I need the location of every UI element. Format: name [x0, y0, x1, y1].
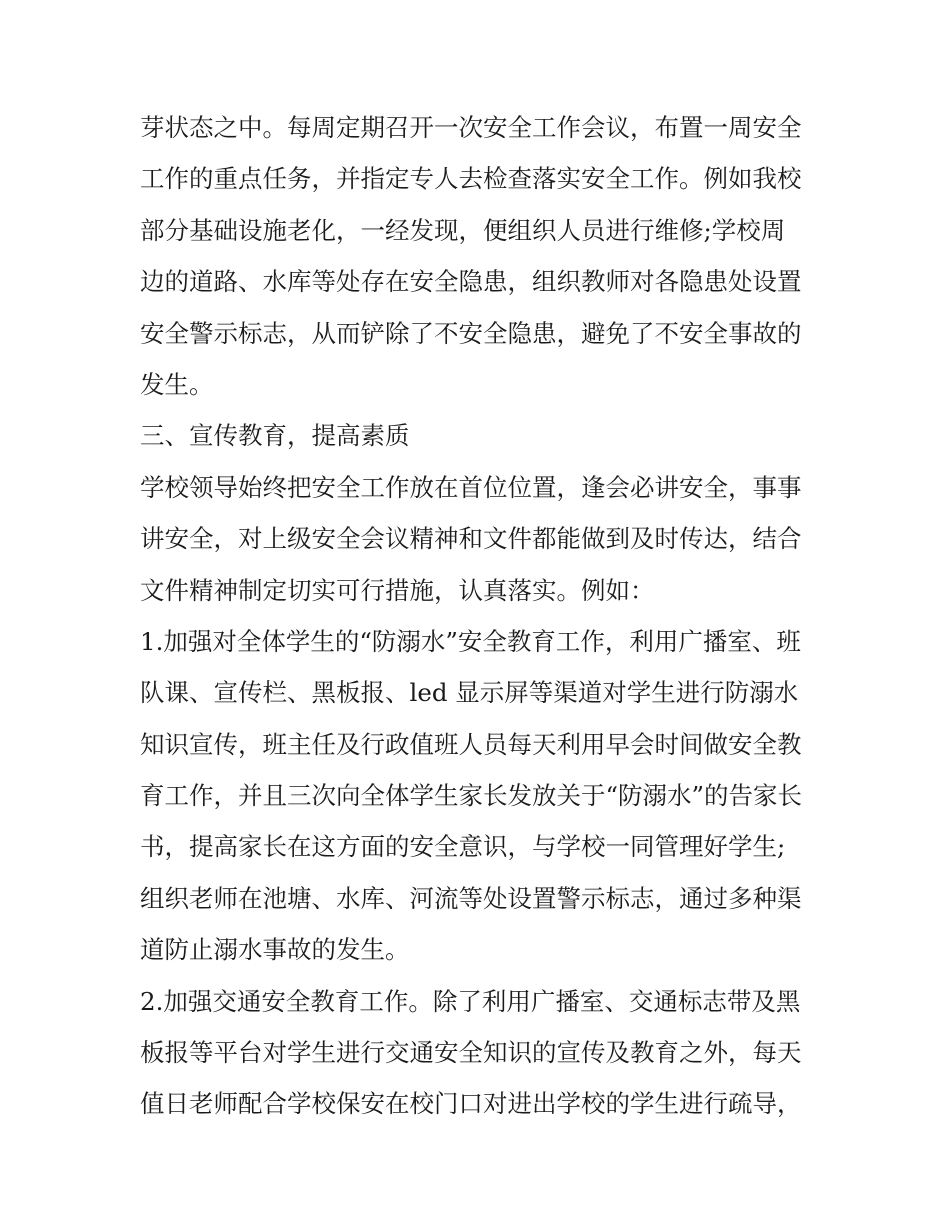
text-line: 讲安全，对上级安全会议精神和文件都能做到及时传达，结合	[140, 524, 802, 554]
text-line: 边的道路、水库等处存在安全隐患，组织教师对各隐患处设置	[140, 267, 802, 297]
text-line: 道防止溺水事故的发生。	[140, 935, 410, 965]
text-line: 队课、宣传栏、黑板报、led 显示屏等渠道对学生进行防溺水	[140, 678, 799, 708]
text-line: 组织老师在池塘、水库、河流等处设置警示标志，通过多种渠	[140, 883, 802, 913]
text-line: 书，提高家长在这方面的安全意识，与学校一同管理好学生;	[140, 832, 786, 862]
text-line: 文件精神制定切实可行措施，认真落实。例如：	[140, 575, 655, 605]
text-line: 工作的重点任务，并指定专人去检查落实安全工作。例如我校	[140, 164, 802, 194]
text-line: 发生。	[140, 369, 214, 399]
text-line: 芽状态之中。每周定期召开一次安全工作会议，布置一周安全	[140, 113, 802, 142]
text-line: 安全警示标志，从而铲除了不安全隐患，避免了不安全事故的	[140, 318, 802, 348]
list-item-2-line: 2.加强交通安全教育工作。除了利用广播室、交通标志带及黑	[140, 986, 801, 1016]
text-line: 板报等平台对学生进行交通安全知识的宣传及教育之外，每天	[140, 1038, 802, 1068]
text-line: 值日老师配合学校保安在校门口对进出学校的学生进行疏导，	[140, 1089, 802, 1119]
text-line: 学校领导始终把安全工作放在首位位置，逢会必讲安全，事事	[140, 472, 802, 502]
text-line: 知识宣传，班主任及行政值班人员每天利用早会时间做安全教	[140, 729, 802, 759]
text-line: 育工作，并且三次向全体学生家长发放关于“防溺水”的告家长	[140, 781, 803, 811]
section-heading: 三、宣传教育，提高素质	[140, 421, 410, 451]
text-line: 部分基础设施老化，一经发现，便组织人员进行维修;学校周	[140, 215, 786, 245]
document-body	[140, 102, 830, 1130]
list-item-1-line: 1.加强对全体学生的“防溺水”安全教育工作，利用广播室、班	[140, 626, 801, 656]
